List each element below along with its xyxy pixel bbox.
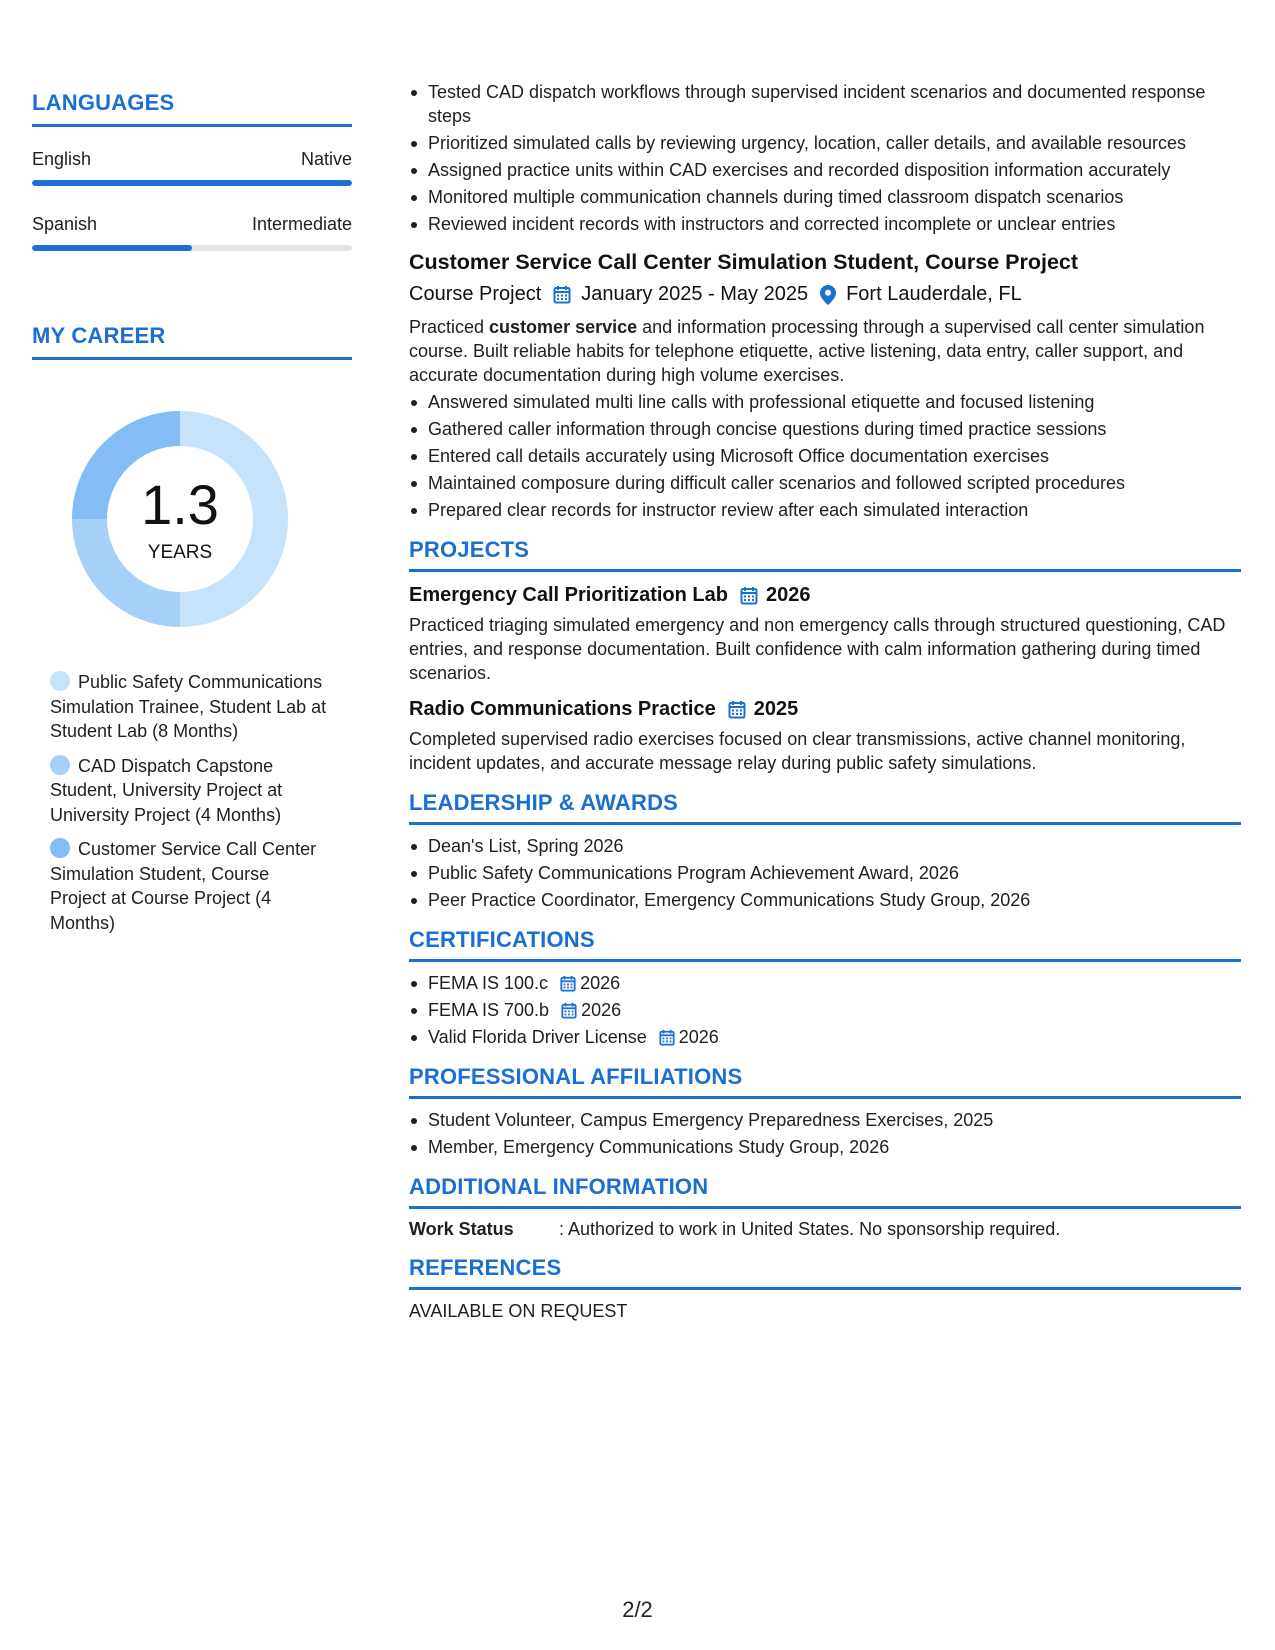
section-title-references: REFERENCES (409, 1255, 562, 1280)
career-legend (50, 670, 330, 935)
bullet-item: Tested CAD dispatch workflows through supervised incident scenarios and documented response steps (409, 80, 1241, 128)
bullet-item: Entered call details accurately using Microsoft Office documentation exercises (409, 444, 1241, 468)
bullet-item: Gathered caller information through concise questions during timed practice sessions (409, 417, 1241, 441)
bullet-item: Answered simulated multi line calls with professional etiquette and focused listening (409, 390, 1241, 414)
career-total-unit: YEARS (147, 542, 213, 563)
project-header (409, 584, 1241, 607)
section-title-languages: LANGUAGES (32, 90, 175, 115)
project-description: Practiced triaging simulated emergency and non emergency calls through structured questioning, CAD entries, and response documentation. Built confidence with calm information gathering during timed scenarios. (409, 615, 1226, 683)
language-proficiency-fill (32, 245, 192, 251)
calendar-icon (553, 285, 571, 304)
career-legend-item (50, 754, 330, 828)
additional-info-section (409, 1174, 1241, 1240)
affiliations-section (409, 1064, 1241, 1159)
certification-item (409, 998, 1241, 1022)
certification-name: Valid Florida Driver License (428, 1027, 647, 1047)
calendar-icon (740, 586, 758, 605)
bullet-item: Reviewed incident records with instructors and corrected incomplete or unclear entries (409, 212, 1241, 236)
section-divider (409, 569, 1241, 572)
calendar-icon (561, 1002, 577, 1019)
career-donut-chart (65, 404, 295, 634)
section-title-career: MY CAREER (32, 323, 166, 348)
experience-entry (409, 250, 1241, 522)
career-total-value: 1.3 (141, 473, 219, 536)
bullet-item: Prepared clear records for instructor review after each simulated interaction (409, 498, 1241, 522)
language-proficiency-fill (32, 180, 352, 186)
certification-name: FEMA IS 100.c (428, 973, 549, 993)
job-summary-text: and information processing through a supervised call center simulation course. Built reliable habits for telephone etiquette, active listening, data entry, caller support, and accurate documentation during high volume exercises. (409, 317, 1205, 385)
calendar-icon (728, 700, 746, 719)
references-section (409, 1255, 1241, 1322)
job-summary-text: Practiced (409, 317, 490, 337)
bullet-item: Member, Emergency Communications Study Group, 2026 (409, 1135, 1241, 1159)
job-meta (409, 283, 1241, 306)
affiliations-list (409, 1108, 1241, 1159)
info-row (409, 1219, 1241, 1240)
certifications-list (409, 971, 1241, 1049)
career-legend-text: Customer Service Call Center Simulation Student, Course Project at Course Project (4 Months) (50, 839, 317, 933)
job-dates: January 2025 - May 2025 (581, 283, 809, 305)
bullet-item: Student Volunteer, Campus Emergency Preparedness Exercises, 2025 (409, 1108, 1241, 1132)
map-pin-icon (820, 285, 836, 305)
job-title: Customer Service Call Center Simulation Student, Course Project (409, 250, 1079, 274)
section-divider (409, 1287, 1241, 1290)
legend-dot-icon (50, 671, 70, 691)
info-key: Work Status (409, 1219, 514, 1239)
career-legend-text: Public Safety Communications Simulation Trainee, Student Lab at Student Lab (8 Months) (50, 672, 327, 741)
project-year: 2026 (765, 584, 811, 606)
certification-year: 2026 (580, 973, 621, 993)
language-item (32, 149, 352, 186)
references-text: AVAILABLE ON REQUEST (409, 1301, 628, 1321)
job-bullets (409, 390, 1241, 522)
section-title-leadership: LEADERSHIP & AWARDS (409, 790, 679, 815)
bullet-item: Public Safety Communications Program Achievement Award, 2026 (409, 861, 1241, 885)
projects-section (409, 537, 1241, 775)
leadership-section (409, 790, 1241, 912)
certification-item (409, 971, 1241, 995)
career-legend-item (50, 670, 330, 744)
job-summary (409, 315, 1241, 387)
job-location: Fort Lauderdale, FL (846, 283, 1022, 305)
bullet-item: Dean's List, Spring 2026 (409, 834, 1241, 858)
section-divider (32, 357, 352, 360)
info-value: : Authorized to work in United States. No sponsorship required. (559, 1219, 1061, 1239)
section-divider (409, 1206, 1241, 1209)
bullet-item: Prioritized simulated calls by reviewing urgency, location, caller details, and available resources (409, 131, 1241, 155)
left-column (32, 90, 352, 945)
section-title-certifications: CERTIFICATIONS (409, 927, 595, 952)
career-legend-item (50, 837, 330, 935)
language-item (32, 214, 352, 251)
project-name: Radio Communications Practice (409, 698, 716, 720)
section-title-additional: ADDITIONAL INFORMATION (409, 1174, 709, 1199)
legend-dot-icon (50, 755, 70, 775)
section-divider (409, 1096, 1241, 1099)
section-title-affiliations: PROFESSIONAL AFFILIATIONS (409, 1064, 743, 1089)
section-divider (409, 822, 1241, 825)
language-level: Intermediate (251, 214, 352, 234)
previous-job-bullets (409, 80, 1241, 236)
leadership-list (409, 834, 1241, 912)
project-description: Completed supervised radio exercises focused on clear transmissions, active channel monitoring, incident updates, and accurate message relay during public safety simulations. (409, 729, 1186, 773)
bullet-item: Assigned practice units within CAD exercises and recorded disposition information accurately (409, 158, 1241, 182)
section-title-projects: PROJECTS (409, 537, 530, 562)
certification-name: FEMA IS 700.b (428, 1000, 550, 1020)
job-company: Course Project (409, 283, 542, 305)
language-proficiency-bar (32, 180, 352, 186)
section-divider (32, 124, 352, 127)
language-proficiency-bar (32, 245, 352, 251)
language-name: English (32, 149, 92, 169)
languages-section (32, 90, 352, 251)
language-level: Native (300, 149, 352, 169)
career-legend-text: CAD Dispatch Capstone Student, University Project at University Project (4 Months) (50, 755, 283, 825)
job-summary-keyword: customer service (489, 317, 638, 337)
certification-year: 2026 (581, 1000, 622, 1020)
calendar-icon (659, 1029, 675, 1046)
bullet-item: Maintained composure during difficult caller scenarios and followed scripted procedures (409, 471, 1241, 495)
project-header (409, 698, 1241, 721)
certifications-section (409, 927, 1241, 1049)
project-name: Emergency Call Prioritization Lab (409, 584, 728, 606)
legend-dot-icon (50, 838, 70, 858)
project-year: 2025 (753, 698, 799, 720)
section-divider (409, 959, 1241, 962)
certification-item (409, 1025, 1241, 1049)
calendar-icon (560, 975, 576, 992)
right-column (409, 80, 1241, 1322)
language-name: Spanish (32, 214, 98, 234)
page-number: 2/2 (622, 1597, 653, 1622)
bullet-item: Peer Practice Coordinator, Emergency Communications Study Group, 2026 (409, 888, 1241, 912)
bullet-item: Monitored multiple communication channels during timed classroom dispatch scenarios (409, 185, 1241, 209)
certification-year: 2026 (678, 1027, 719, 1047)
career-section (32, 323, 352, 935)
